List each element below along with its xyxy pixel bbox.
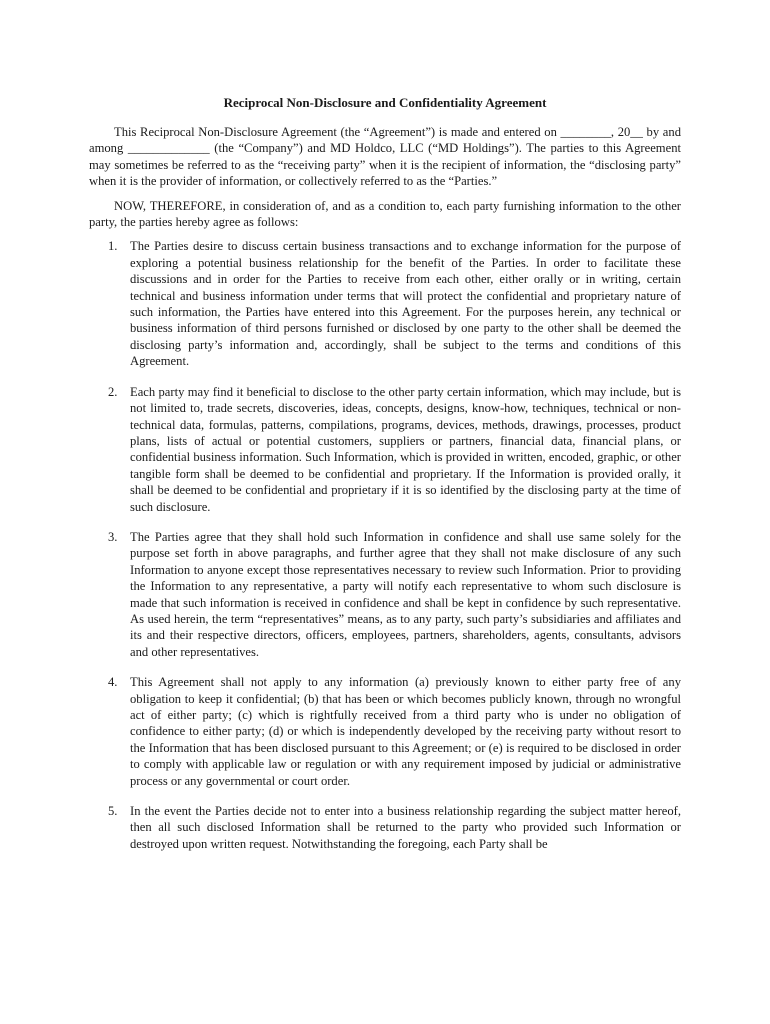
- clause-text: In the event the Parties decide not to enter into a business relationship regarding the subject matter hereof, then all such disclosed Information shall be returned to the party who provided such Information or destroyed upon written request. Notwithstanding the foregoing, each Party shall be: [130, 804, 681, 851]
- clause-item: [89, 803, 681, 852]
- clause-item: [89, 674, 681, 789]
- recital-paragraph: NOW, THEREFORE, in consideration of, and as a condition to, each party furnishing information to the other party, the parties hereby agree as follows:: [89, 198, 681, 230]
- intro-paragraph: This Reciprocal Non-Disclosure Agreement (the “Agreement”) is made and entered on ________, 20__ by and among _____________ (the “Company”) and MD Holdco, LLC (“MD Holdings”). The parties to this Agreement may sometimes be referred to as the “receiving party” when it is the recipient of information, the “disclosing party” when it is the provider of information, or collectively referred to as the “Parties.”: [89, 125, 681, 189]
- page-title: Reciprocal Non-Disclosure and Confidentiality Agreement: [223, 95, 547, 110]
- clause-number: 5.: [108, 804, 118, 819]
- clause-text: Each party may find it beneficial to disclose to the other party certain information, which may include, but is not limited to, trade secrets, discoveries, ideas, concepts, designs, know-how, techniques, technical or non-technical data, formulas, patterns, compilations, programs, devices, methods, drawings, processes, product plans, lists of actual or potential customers, suppliers or partners, financial data, financial plans, or confidential business information. Such Information, which is provided in written, encoded, graphic, or other tangible form shall be deemed to be confidential and proprietary. If the Information is provided orally, it shall be deemed to be confidential and proprietary if it is so identified by the disclosing party at the time of such disclosure.: [130, 384, 681, 514]
- clause-number: 2.: [108, 384, 118, 399]
- clause-list: [89, 238, 681, 852]
- clause-number: 3.: [108, 529, 118, 544]
- clause-number: 4.: [108, 675, 118, 690]
- clause-number: 1.: [108, 239, 118, 254]
- clause-item: [89, 238, 681, 369]
- clause-item: [89, 384, 681, 515]
- clause-text: The Parties agree that they shall hold such Information in confidence and shall use same solely for the purpose set forth in above paragraphs, and further agree that they shall not make disclosure of any such Information to anyone except those representatives necessary to review such Information. Prior to providing the Information to any representative, a party will notify each representative to whom such disclosure is made that such information is received in confidence and shall be kept in confidence by such representative. As used herein, the term “representatives” means, as to any party, such party’s subsidiaries and affiliates and its and their respective directors, officers, employees, partners, shareholders, agents, consultants, advisors and other representatives.: [130, 529, 681, 659]
- clause-text: The Parties desire to discuss certain business transactions and to exchange information for the purpose of exploring a potential business relationship for the benefit of the Parties. In order to facilitate these discussions and in order for the Parties to receive from each other, either orally or in writing, certain technical and business information under terms that will protect the confidential and proprietary nature of such information, the Parties have entered into this Agreement. For the purposes herein, any technical or business information of third persons furnished or disclosed by one party to the other shall be deemed the disclosing party’s information and, accordingly, shall be subject to the terms and conditions of this Agreement.: [130, 239, 681, 369]
- clause-item: [89, 529, 681, 660]
- clause-text: This Agreement shall not apply to any information (a) previously known to either party free of any obligation to keep it confidential; (b) that has been or which becomes publicly known, through no wrongful act of either party; (c) which is rightfully received from a third party who is under no obligation of confidence to either party; (d) or which is independently developed by the receiving party without resort to the Information that has been disclosed pursuant to this Agreement; or (e) is required to be disclosed in order to comply with applicable law or regulation or with any requirement imposed by judicial or administrative process or any governmental or court order.: [130, 675, 681, 788]
